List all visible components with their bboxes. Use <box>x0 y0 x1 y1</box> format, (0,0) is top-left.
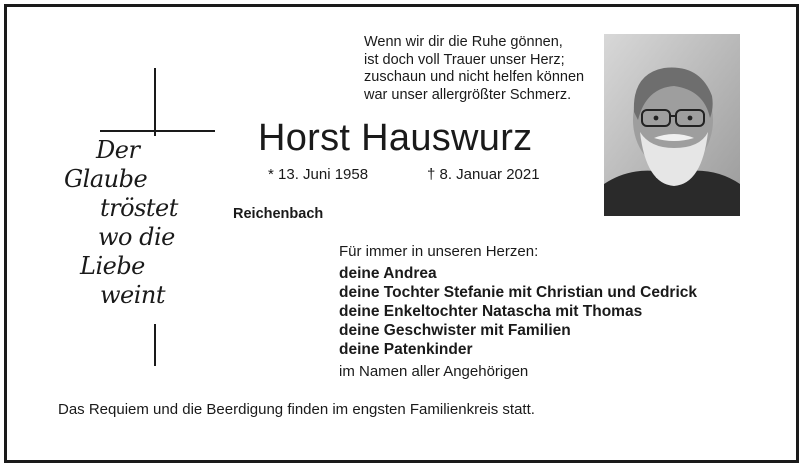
mourner-entry: deine Geschwister mit Familien <box>339 322 571 339</box>
mourner-entry: deine Enkeltochter Natascha mit Thomas <box>339 303 643 320</box>
verse-line: wo die <box>98 223 175 251</box>
portrait-photo <box>604 34 740 216</box>
death-date: † 8. Januar 2021 <box>427 166 540 183</box>
poem-line: zuschaun und nicht helfen können <box>364 69 585 85</box>
mourners-intro: Für immer in unseren Herzen: <box>339 243 539 260</box>
cross-horizontal-bar <box>100 130 215 132</box>
birth-date: * 13. Juni 1958 <box>268 166 369 183</box>
verse-line: Glaube <box>64 165 148 193</box>
verse-line: tröstet <box>100 194 178 222</box>
funeral-notice: Das Requiem und die Beerdigung finden im engsten Familienkreis statt. <box>58 401 535 418</box>
mourner-entry: deine Patenkinder <box>339 341 473 358</box>
mourner-entry: deine Andrea <box>339 265 437 282</box>
poem-line: Wenn wir dir die Ruhe gönnen, <box>364 34 563 50</box>
verse-line: Liebe <box>80 252 145 280</box>
portrait-image <box>604 34 740 216</box>
poem-line: ist doch voll Trauer unser Herz; <box>364 51 565 68</box>
hometown: Reichenbach <box>233 206 324 222</box>
deceased-name: Horst Hauswurz <box>258 117 533 159</box>
mourners-closing: im Namen aller Angehörigen <box>339 363 529 380</box>
verse-line: weint <box>100 281 166 309</box>
poem <box>364 34 596 104</box>
mourners-list <box>339 264 697 359</box>
verse-line: Der <box>96 136 140 164</box>
mourner-entry: deine Tochter Stefanie mit Christian und Cedrick <box>339 284 697 301</box>
poem-line: war unser allergrößter Schmerz. <box>364 86 572 103</box>
handwritten-verse <box>52 136 182 310</box>
